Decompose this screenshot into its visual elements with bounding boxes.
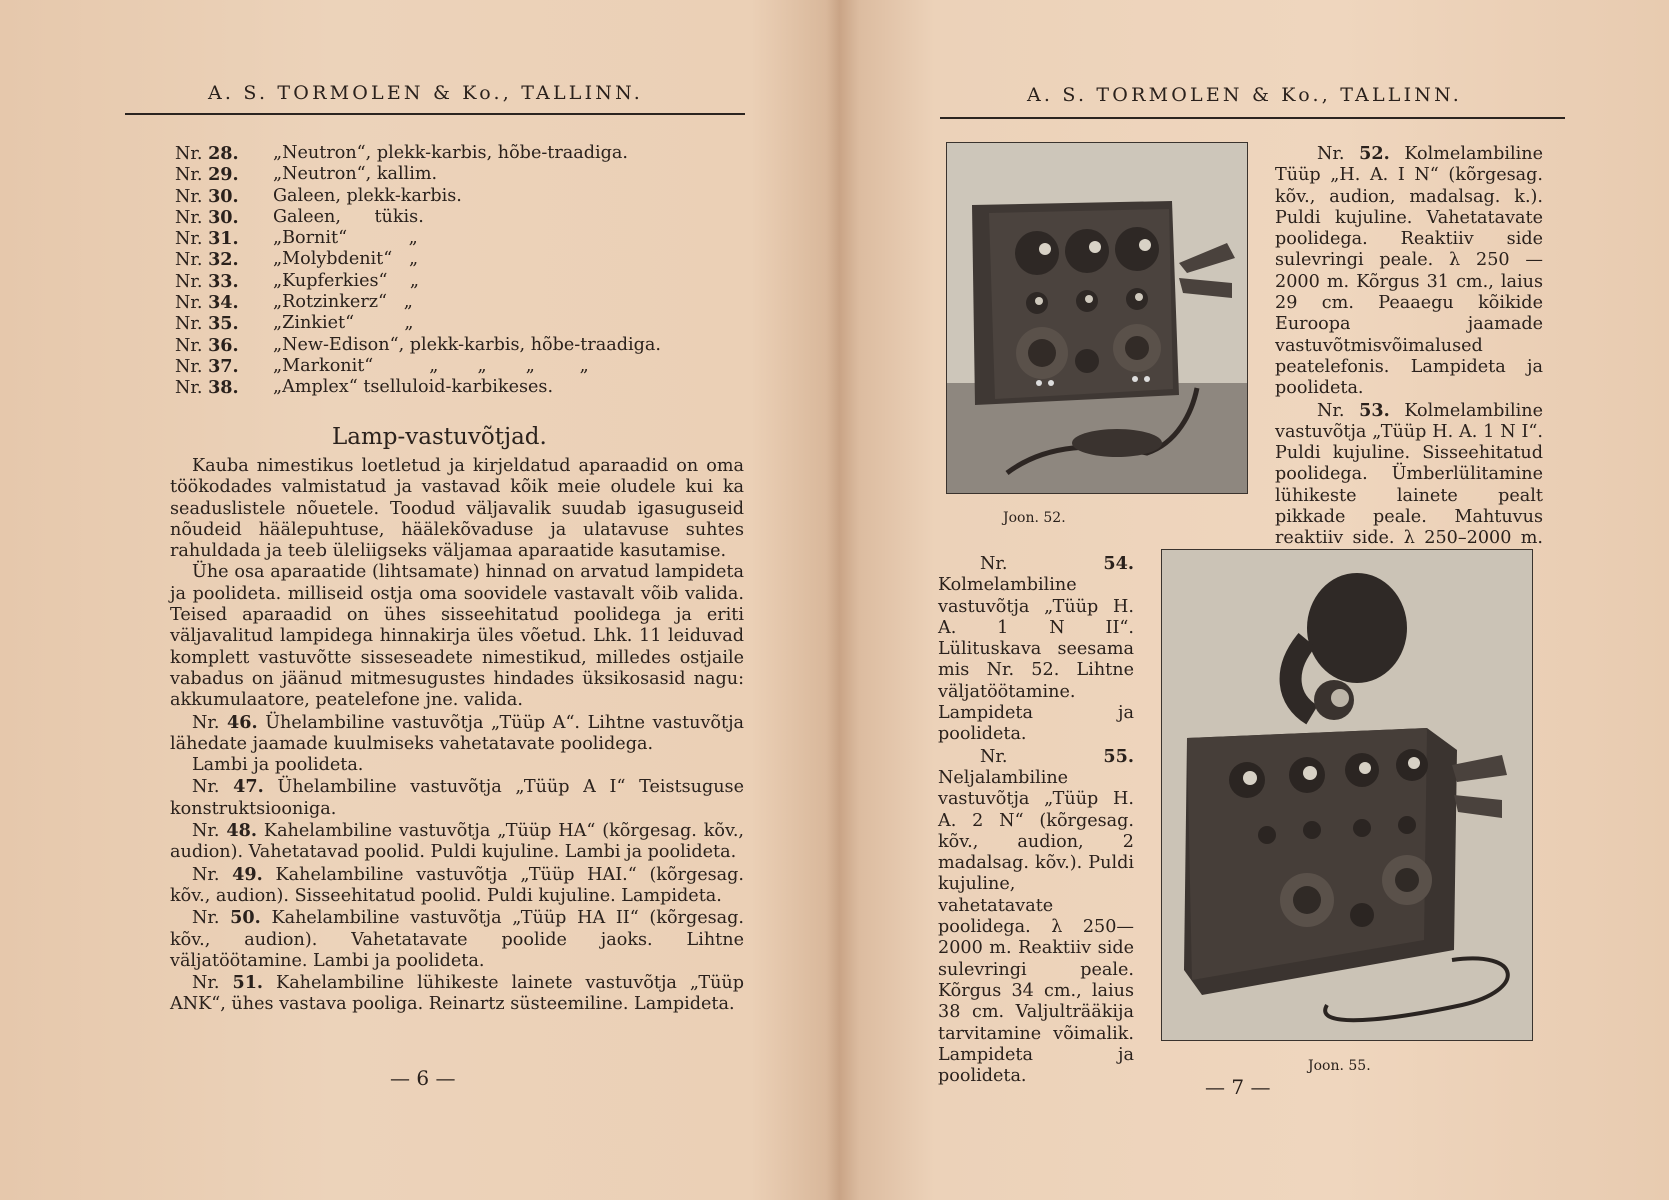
- radio-receiver-illustration: [947, 143, 1247, 493]
- running-header: A. S. TORMOLEN & Ko., TALLINN.: [1027, 84, 1462, 106]
- catalog-item: Nr. 49. Kahelambiline vastuvõtja „Tüüp HAI.“ (kõrgesag. kõv., audion). Sisseehitatud poolid. Puldi kujuline. Lampideta.: [170, 863, 745, 906]
- figure-caption: Joon. 52.: [1003, 510, 1066, 526]
- catalog-item: Nr. 46. Ühelambiline vastuvõtja „Tüüp A“. Lihtne vastuvõtja lähedate jaamade kuulmiseks vahetatavate poolidega.: [170, 711, 745, 754]
- list-item: Nr. 31. „Bornit“ „: [175, 228, 418, 250]
- list-item: Nr. 33. „Kupferkies“ „: [175, 270, 420, 292]
- paragraph: Kauba nimestikus loetletud ja kirjeldatud aparaadid on oma töökodades valmistatud ja vastavad kõik meie oludele kui ka seaduslistele nõuetele. Toodud väljavalik suudab igasuguseid nõudeid häälepuhtuse, häälekõvaduse ja ulatavuse suhtes rahuldada ja teeb üleliigseks väljamaa aparaatide kasutamise.: [170, 456, 744, 562]
- right-page: [835, 0, 1669, 1200]
- list-item: Nr. 36. „New-Edison“, plekk-karbis, hõbe-traadiga.: [175, 334, 661, 356]
- list-item: Nr. 37. „Markonit“ „ „ „ „: [175, 355, 589, 377]
- section-title: Lamp-vastuvõtjad.: [332, 424, 547, 450]
- list-item: Nr. 29. „Neutron“, kallim.: [175, 164, 438, 186]
- text-column-top: [1275, 143, 1543, 571]
- figure-caption: Joon. 55.: [1308, 1058, 1371, 1074]
- catalog-item: Nr. 55. Neljalambiline vastuvõtja „Tüüp H. A. 2 N“ (kõrgesag. kõv., audion, 2 madalsag. kõv.). Puldi kujuline, vahetatavate poolidega. λ 250—2000 m. Reaktiiv side sulevringi peale. Kõrgus 34 cm., laius 38 cm. Valjulträäkija tarvitamine võimalik. Lampideta ja poolideta.: [938, 745, 1134, 1087]
- product-list: [175, 143, 661, 399]
- figure-52-photo: [946, 142, 1248, 494]
- list-item: Nr. 30. Galeen, plekk-karbis.: [175, 185, 462, 207]
- list-item: Nr. 28. „Neutron“, plekk-karbis, hõbe-traadiga.: [175, 143, 628, 164]
- catalog-item: Nr. 47. Ühelambiline vastuvõtja „Tüüp A I“ Teistsuguse konstruktsiooniga.: [170, 776, 745, 819]
- radio-receiver-loudspeaker-illustration: [1162, 550, 1532, 1040]
- list-item: Nr. 32. „Molybdenit“ „: [175, 249, 419, 271]
- catalog-item: Nr. 52. Kolmelambiline Tüüp „H. A. I N“ (kõrgesag. kõv., audion, madalsag. k.). Puldi kujuline. Vahetatavate poolidega. Reaktiiv side sulevringi peale. λ 250 — 2000 m. Kõrgus 31 cm., laius 29 cm. Peaaegu kõikide Euroopa jaamade vastuvõtmisvõimalused peatelefonis. Lampideta ja poolideta.: [1275, 143, 1543, 399]
- catalog-item-note: Lambi ja poolideta.: [192, 755, 364, 776]
- body-text: [170, 456, 744, 1016]
- list-item: Nr. 38. „Amplex“ tselluloid-karbikeses.: [175, 377, 554, 399]
- list-item: Nr. 35. „Zinkiet“ „: [175, 313, 414, 335]
- header-rule: [125, 113, 745, 115]
- catalog-item: Nr. 48. Kahelambiline vastuvõtja „Tüüp HA“ (kõrgesag. kõv., audion). Vahetatavad poolid. Puldi kujuline. Lambi ja poolideta.: [170, 820, 745, 863]
- catalog-item: Nr. 53. Kolmelambiline vastuvõtja „Tüüp H. A. 1 N I“. Puldi kujuline. Sisseehitatud poolidega. Ümberlülitamine lühikeste lainete pealt pikkade peale. Mahtuvus reaktiiv side. λ 250–2000 m.: [1275, 399, 1543, 549]
- catalog-item: Nr. 50. Kahelambiline vastuvõtja „Tüüp HA II“ (kõrgesag. kõv., audion). Vahetatavate poolide jaoks. Lihtne väljatöötamine. Lambi ja poolideta.: [170, 907, 744, 971]
- running-header: A. S. TORMOLEN & Ko., TALLINN.: [208, 82, 643, 104]
- catalog-item: Nr. 54. Kolmelambiline vastuvõtja „Tüüp H. A. 1 N II“. Lülituskava seesama mis Nr. 52. Lihtne väljatöötamine. Lampideta ja poolideta.: [938, 553, 1134, 745]
- figure-55-photo: [1161, 549, 1533, 1041]
- page-number: — 7 —: [1205, 1075, 1271, 1099]
- page-number: — 6 —: [390, 1066, 456, 1090]
- text-column-left: [938, 553, 1134, 1087]
- catalog-item: Nr. 51. Kahelambiline lühikeste lainete vastuvõtja „Tüüp ANK“, ühes vastava pooliga. Reinartz süsteemiline. Lampideta.: [170, 972, 745, 1015]
- list-item: Nr. 34. „Rotzinkerz“ „: [175, 292, 413, 314]
- list-item: Nr. 30. Galeen, tükis.: [175, 206, 424, 228]
- paragraph: Ühe osa aparaatide (lihtsamate) hinnad on arvatud lampideta ja poolideta. milliseid ostja oma soovidele vastavalt võib valida. Teised aparaadid on ühes sisseehitatud poolidega ja eriti väljavalitud lampidega hinnakirja üles võetud. Lhk. 11 leiduvad komplett vastuvõtte sisseseadete nimestikud, milledes ostjaile vabadus on jäänud mitmesugustes hindades üksikosasid nagu: akkumulaatore, peatelefone jne. valida.: [170, 562, 744, 711]
- header-rule: [940, 117, 1565, 119]
